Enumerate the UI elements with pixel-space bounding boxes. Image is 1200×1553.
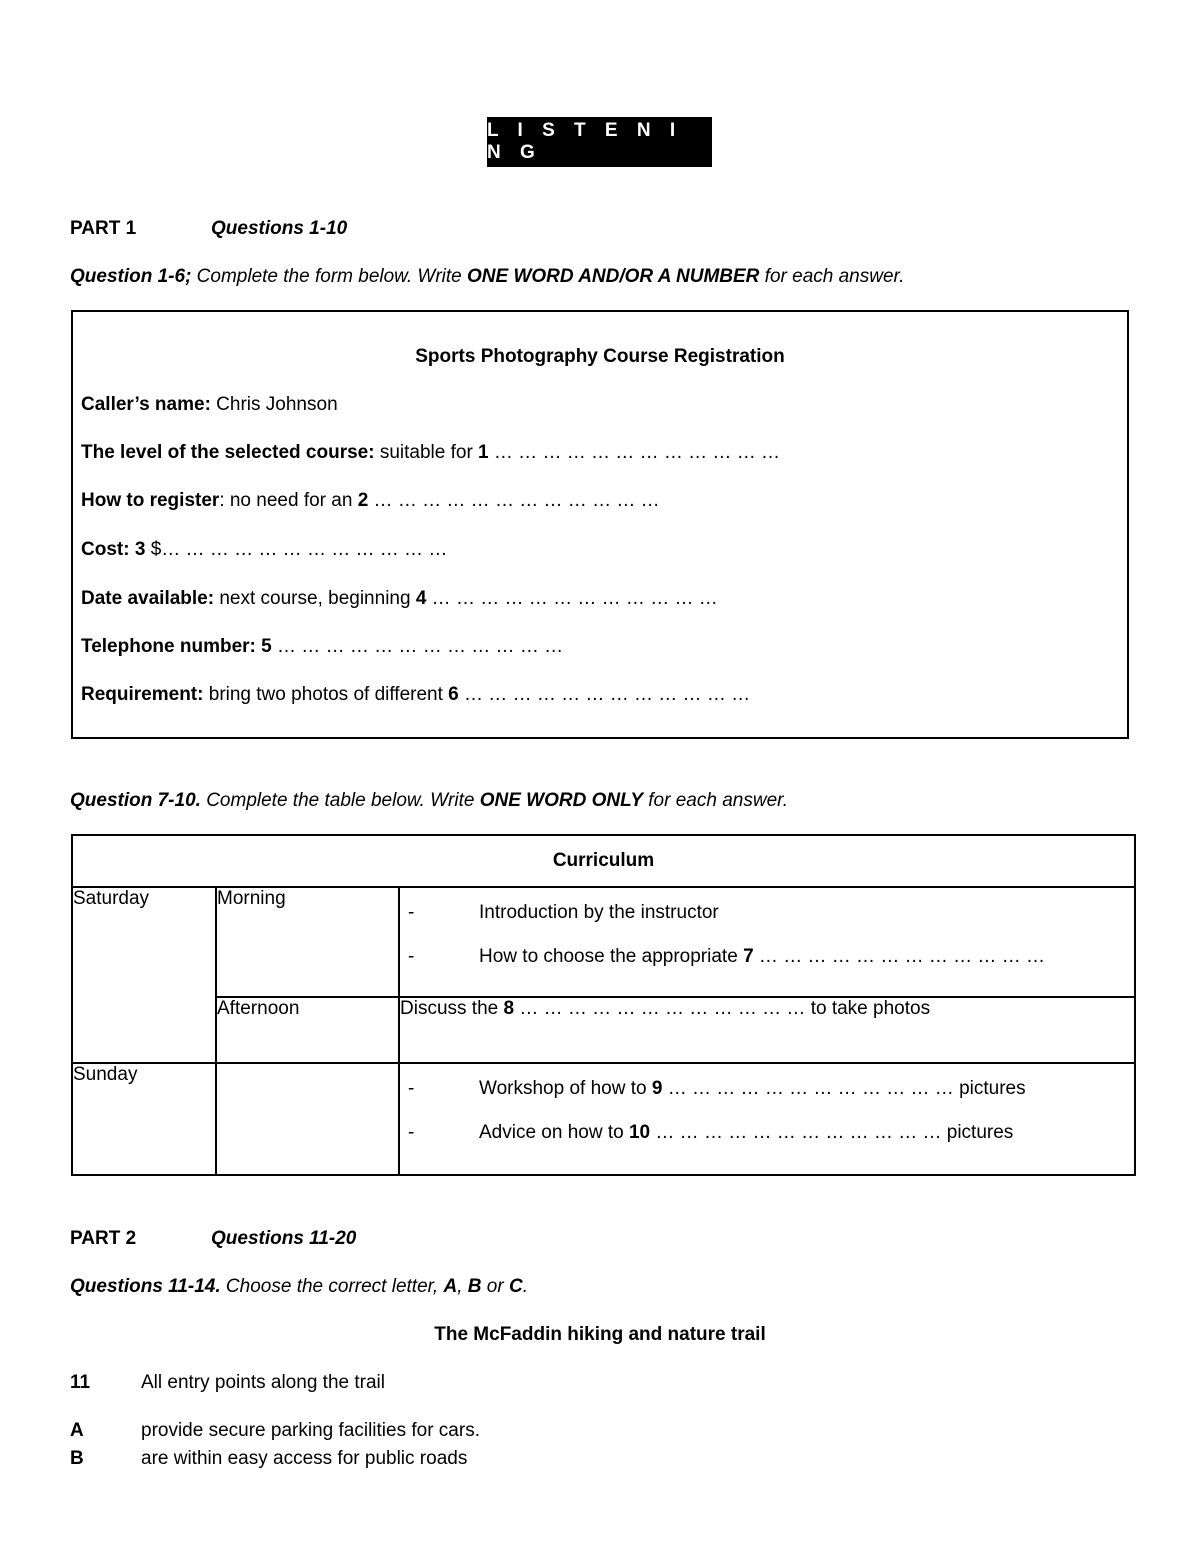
option-b-letter[interactable]: B: [70, 1448, 84, 1469]
listening-header: [487, 117, 712, 167]
item-prefix: How to choose the appropriate: [479, 946, 744, 967]
form-text: : no need for an: [219, 490, 358, 511]
answer-blank[interactable]: $… … … … … … … … … … … …: [145, 539, 448, 560]
option-b-text[interactable]: are within easy access for public roads: [141, 1448, 468, 1469]
answer-number: 8: [503, 998, 515, 1019]
item-text: [479, 1078, 1026, 1100]
form-label: Date available:: [81, 588, 215, 609]
instruction-q7-10-text: Complete the table below. Write: [200, 790, 480, 811]
form-text: bring two photos of different: [203, 684, 449, 705]
item-text: Introduction by the instructor: [479, 902, 719, 923]
answer-number: 9: [651, 1078, 663, 1099]
form-label: How to register: [81, 490, 220, 511]
form-line-cost: [81, 539, 447, 561]
answer-number: 1: [478, 442, 489, 463]
form-label: Telephone number:: [81, 636, 256, 657]
answer-number: 2: [357, 490, 369, 511]
item-suffix: to take photos: [805, 998, 931, 1019]
instruction-q7-10-prefix: Question 7-10.: [70, 790, 201, 811]
instruction-q11-14: [70, 1276, 528, 1298]
part2-label: PART 2: [70, 1228, 137, 1249]
sunday-content: [399, 1063, 1135, 1175]
instruction-q1-6-prefix: Question 1-6;: [70, 266, 192, 287]
answer-number: 7: [743, 946, 754, 967]
form-label: Requirement:: [81, 684, 204, 705]
item-suffix: pictures: [953, 1078, 1026, 1099]
item-prefix: Discuss the: [400, 998, 504, 1019]
form-text: next course, beginning: [214, 588, 416, 609]
item-text: [479, 1122, 1013, 1144]
item-prefix: Workshop of how to: [479, 1078, 652, 1099]
session-morning: Morning: [216, 887, 399, 997]
instruction-q7-10-suffix: for each answer.: [643, 790, 789, 811]
answer-number: 6: [448, 684, 459, 705]
form-text: Chris Johnson: [210, 394, 338, 415]
bullet-dash: -: [408, 946, 415, 967]
form-line-how-to-register: [81, 490, 660, 512]
instruction-q7-10: [70, 790, 788, 812]
session-afternoon: Afternoon: [216, 997, 399, 1063]
form-line-date-available: [81, 588, 718, 610]
answer-blank[interactable]: … … … … … … … … … … … …: [458, 684, 751, 705]
answer-blank[interactable]: … … … … … … … … … … … …: [753, 946, 1045, 967]
part1-questions: Questions 1-10: [211, 218, 348, 239]
form-line-telephone: [81, 636, 563, 658]
answer-blank[interactable]: … … … … … … … … … … … …: [426, 588, 718, 609]
list-item: [400, 1108, 1134, 1152]
or-text: or: [481, 1276, 509, 1297]
answer-number: 5: [261, 636, 272, 657]
answer-number: 10: [628, 1122, 651, 1143]
instruction-q1-6: [70, 266, 904, 288]
bullet-dash: -: [408, 1122, 415, 1143]
form-label: Caller’s name:: [81, 394, 211, 415]
comma: ,: [457, 1276, 468, 1297]
instruction-q7-10-bold: ONE WORD ONLY: [479, 790, 643, 811]
sunday-session-empty: [216, 1063, 399, 1175]
instruction-q1-6-bold: ONE WORD AND/OR A NUMBER: [467, 266, 760, 287]
curriculum-table: [71, 834, 1136, 1176]
instruction-q11-14-prefix: Questions 11-14.: [70, 1276, 221, 1297]
registration-form: [71, 310, 1129, 739]
answer-blank[interactable]: … … … … … … … … … … … …: [368, 490, 660, 511]
listening-title: L I S T E N I N G: [487, 120, 683, 163]
item-prefix: Advice on how to: [479, 1122, 629, 1143]
form-label: Cost:: [81, 539, 130, 560]
form-line-callers-name: [81, 394, 338, 416]
item-text: [479, 946, 1045, 968]
item-suffix: pictures: [941, 1122, 1014, 1143]
form-label: The level of the selected course:: [81, 442, 375, 463]
curriculum-title: Curriculum: [72, 835, 1135, 887]
saturday-morning-content: [399, 887, 1135, 997]
answer-blank[interactable]: … … … … … … … … … … … …: [271, 636, 564, 657]
list-item: [400, 932, 1134, 976]
day-saturday: Saturday: [72, 887, 216, 1063]
answer-number: 4: [415, 588, 427, 609]
letter-c: C: [508, 1276, 523, 1297]
letter-a: A: [443, 1276, 458, 1297]
answer-blank[interactable]: … … … … … … … … … … … …: [662, 1078, 954, 1099]
saturday-afternoon-content: [399, 997, 1135, 1063]
answer-blank[interactable]: … … … … … … … … … … … …: [514, 998, 806, 1019]
form-line-requirement: [81, 684, 750, 706]
section-title: The McFaddin hiking and nature trail: [434, 1324, 766, 1345]
answer-blank[interactable]: … … … … … … … … … … … …: [488, 442, 780, 463]
part1-label: PART 1: [70, 218, 137, 239]
instruction-q1-6-suffix: for each answer.: [759, 266, 905, 287]
answer-number: 3: [134, 539, 146, 560]
option-a-letter[interactable]: A: [70, 1420, 84, 1441]
question-text-11: All entry points along the trail: [141, 1372, 385, 1393]
letter-b: B: [467, 1276, 482, 1297]
question-number-11: 11: [70, 1372, 91, 1393]
day-sunday: Sunday: [72, 1063, 216, 1175]
part2-questions: Questions 11-20: [211, 1228, 357, 1249]
answer-blank[interactable]: … … … … … … … … … … … …: [650, 1122, 942, 1143]
bullet-dash: -: [408, 1078, 415, 1099]
option-a-text[interactable]: provide secure parking facilities for cars.: [141, 1420, 480, 1441]
bullet-dash: -: [408, 902, 415, 923]
list-item: [400, 888, 1134, 932]
instruction-q1-6-text: Complete the form below. Write: [191, 266, 468, 287]
form-text: suitable for: [374, 442, 479, 463]
form-line-course-level: [81, 442, 780, 464]
form-title: Sports Photography Course Registration: [415, 346, 785, 367]
list-item: [400, 1064, 1134, 1108]
instruction-q11-14-text: Choose the correct letter,: [220, 1276, 444, 1297]
period: .: [522, 1276, 528, 1297]
